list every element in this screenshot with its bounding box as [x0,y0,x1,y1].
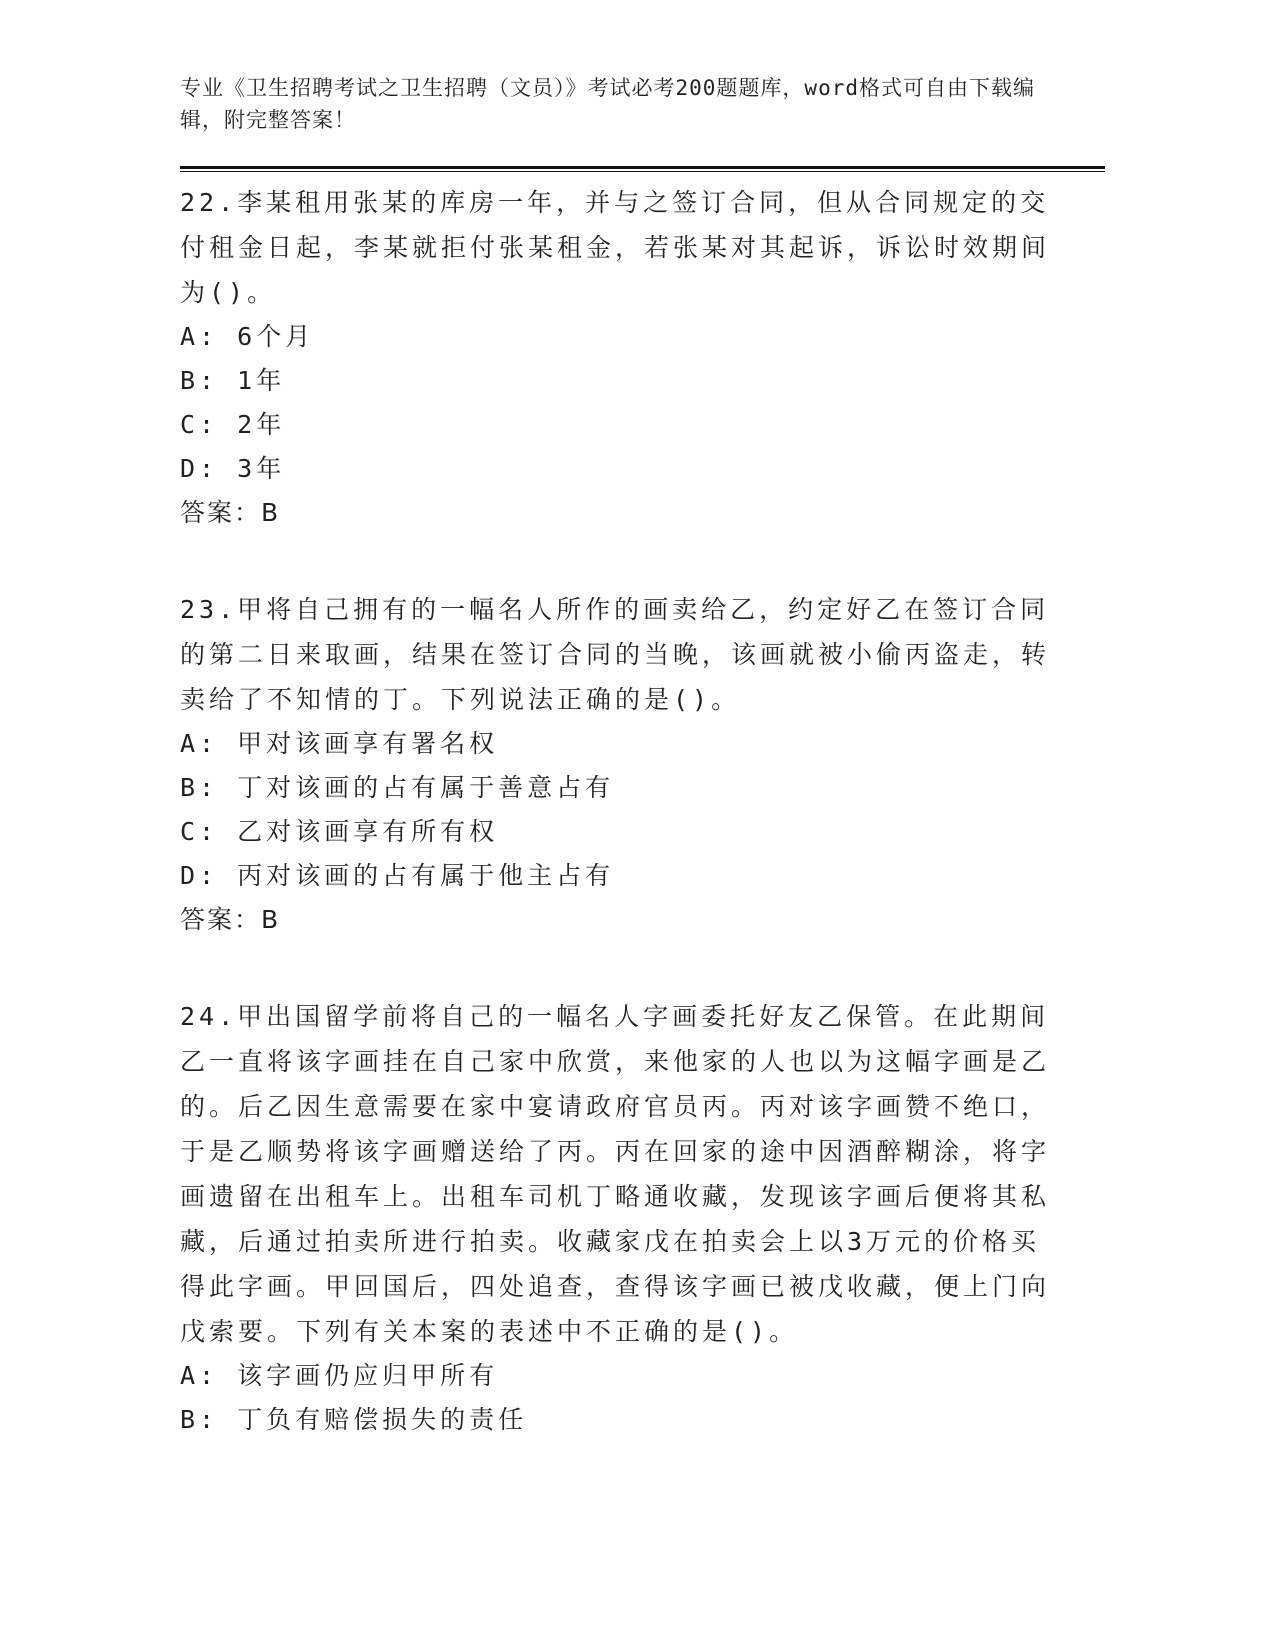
option-a: A: 该字画仍应归甲所有 [180,1361,499,1390]
document-header: 专业《卫生招聘考试之卫生招聘（文员）》考试必考200题题库，word格式可自由下载编辑，附完整答案！ [180,76,1035,132]
document-page [180,72,1110,1442]
option-b: B: 1年 [180,366,286,395]
option-b: B: 丁对该画的占有属于善意占有 [180,773,615,802]
option-d: D: 丙对该画的占有属于他主占有 [180,861,615,890]
question-23 [180,587,1110,942]
option-a: A: 6个月 [180,322,315,351]
option-d: D: 3年 [180,454,286,483]
option-b: B: 丁负有赔偿损失的责任 [180,1405,528,1434]
divider-thick-line [180,166,1105,169]
option-c: C: 2年 [180,410,286,439]
question-stem: 22.李某租用张某的库房一年，并与之签订合同，但从合同规定的交付租金日起，李某就拒付张某租金，若张某对其起诉，诉讼时效期间为()。 [180,188,1051,307]
question-stem: 24.甲出国留学前将自己的一幅名人字画委托好友乙保管。在此期间乙一直将该字画挂在自己家中欣赏，来他家的人也以为这幅字画是乙的。后乙因生意需要在家中宴请政府官员丙。丙对该字画赞不绝口，于是乙顺势将该字画赠送给了丙。丙在回家的途中因酒醉糊涂，将字画遗留在出租车上。出租车司机丁略通收藏，发现该字画后便将其私藏，后通过拍卖所进行拍卖。收藏家戊在拍卖会上以3万元的价格买得此字画。甲回国后，四处追查，查得该字画已被戊收藏，便上门向戊索要。下列有关本案的表述中不正确的是()。 [180,1002,1051,1346]
spacer [180,535,1110,579]
spacer [180,942,1110,986]
option-c: C: 乙对该画享有所有权 [180,817,499,846]
question-22 [180,180,1110,535]
header-divider [180,166,1105,172]
option-a: A: 甲对该画享有署名权 [180,729,499,758]
answer-line: 答案：B [180,498,281,527]
question-stem: 23.甲将自己拥有的一幅名人所作的画卖给乙，约定好乙在签订合同的第二日来取画，结果在签订合同的当晚，该画就被小偷丙盗走，转卖给了不知情的丁。下列说法正确的是()。 [180,595,1051,714]
question-24 [180,994,1110,1442]
answer-line: 答案：B [180,905,281,934]
divider-thin-line [180,171,1105,172]
